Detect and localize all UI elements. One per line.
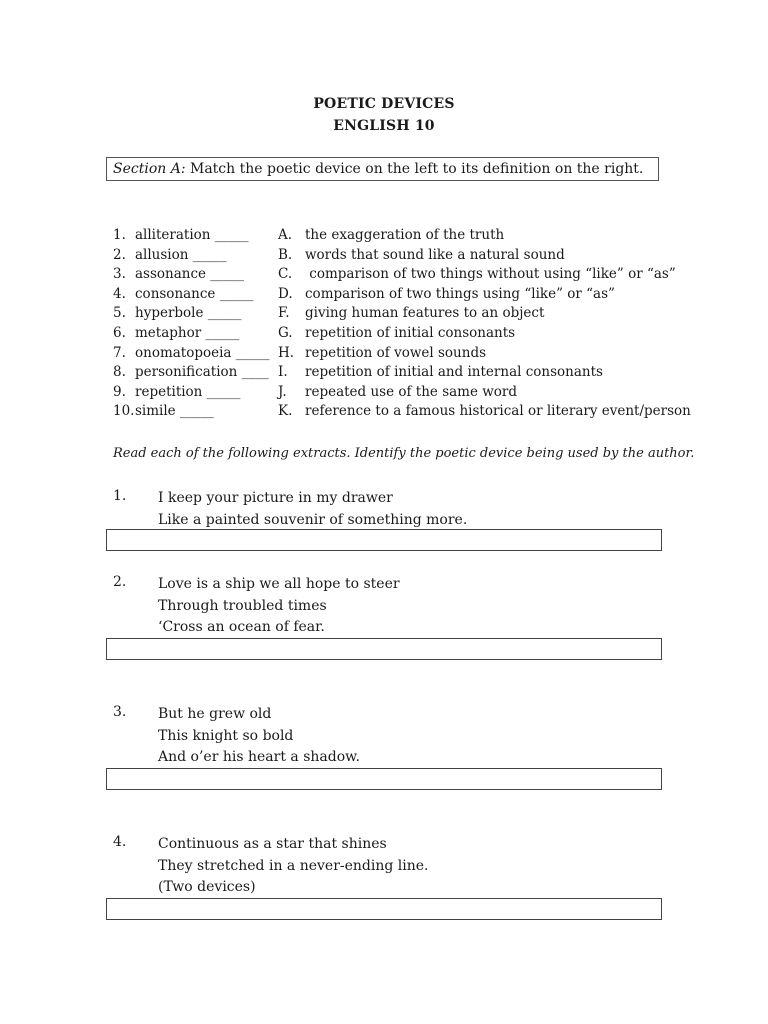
device-item: 10.simile _____: [113, 403, 214, 420]
definition-item: D. comparison of two things using “like” or “as”: [278, 285, 615, 302]
answer-box-2[interactable]: [106, 638, 662, 660]
definition-item: I. repetition of initial and internal consonants: [278, 364, 603, 381]
definition-item: A. the exaggeration of the truth: [278, 227, 505, 243]
extract-number: 1.: [113, 488, 127, 504]
definition-item: H. repetition of vowel sounds: [278, 344, 487, 361]
section-a-instruction: Match the poetic device on the left to its definition on the right.: [190, 161, 644, 177]
definition-item: K. reference to a famous historical or literary event/person: [278, 403, 691, 420]
device-item: 7. onomatopoeia _____: [113, 344, 270, 361]
extracts-instruction: Read each of the following extracts. Identify the poetic device being used by the author.: [113, 446, 695, 461]
device-item: 5. hyperbole _____: [113, 305, 242, 322]
page-subtitle: ENGLISH 10: [333, 118, 435, 134]
definition-item: B. words that sound like a natural sound: [278, 246, 565, 263]
definition-item: J. repeated use of the same word: [278, 383, 518, 400]
device-list: [113, 226, 270, 422]
extract-line: This knight so bold: [158, 727, 294, 744]
extract-line: Love is a ship we all hope to steer: [158, 576, 400, 592]
section-a-instruction-box: [106, 157, 659, 181]
page-title: POETIC DEVICES: [313, 96, 455, 112]
section-a-label: Section A:: [113, 161, 186, 177]
device-item: 4. consonance _____: [113, 285, 254, 302]
extract-number: 3.: [113, 704, 127, 720]
definition-item: F. giving human features to an object: [278, 305, 545, 322]
extract-line: And o’er his heart a shadow.: [158, 749, 360, 765]
device-item: 8. personification ____: [113, 364, 269, 381]
definition-item: C. comparison of two things without using “like” or “as”: [278, 266, 676, 283]
extract-line: I keep your picture in my drawer: [158, 490, 393, 506]
extract-line: Like a painted souvenir of something more.: [158, 511, 468, 528]
extract-number: 2.: [113, 574, 127, 590]
answer-box-1[interactable]: [106, 529, 662, 551]
device-item: 1. alliteration _____: [113, 227, 249, 243]
definition-item: G. repetition of initial consonants: [278, 324, 516, 341]
extract-line: Through troubled times: [158, 597, 327, 614]
extract-number: 4.: [113, 834, 127, 850]
answer-box-4[interactable]: [106, 898, 662, 920]
extract-line: Continuous as a star that shines: [158, 836, 387, 852]
extract-line: (Two devices): [158, 879, 256, 895]
extract-line: ‘Cross an ocean of fear.: [158, 619, 325, 635]
device-item: 6. metaphor _____: [113, 324, 240, 341]
extract-line: They stretched in a never-ending line.: [158, 857, 429, 874]
definition-list: [278, 226, 691, 422]
device-item: 2. allusion _____: [113, 246, 227, 263]
extract-line: But he grew old: [158, 706, 272, 722]
device-item: 3. assonance _____: [113, 266, 245, 283]
answer-box-3[interactable]: [106, 768, 662, 790]
device-item: 9. repetition _____: [113, 383, 241, 400]
